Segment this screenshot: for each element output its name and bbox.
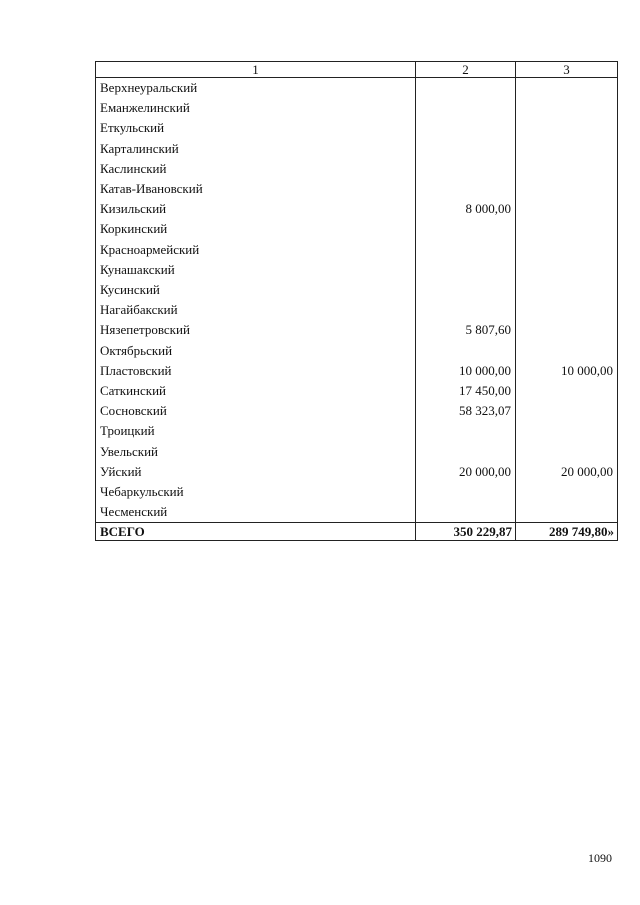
value-col-3 <box>516 240 618 260</box>
table-row <box>96 482 618 502</box>
value-col-2 <box>416 502 516 523</box>
district-name: Каслинский <box>96 159 416 179</box>
value-col-3 <box>516 381 618 401</box>
value-col-2: 20 000,00 <box>416 462 516 482</box>
district-name: Еткульский <box>96 118 416 138</box>
value-col-3 <box>516 482 618 502</box>
total-col-3: 289 749,80» <box>516 523 618 541</box>
district-name: Верхнеуральский <box>96 78 416 99</box>
table-row <box>96 320 618 340</box>
district-name: Октябрьский <box>96 341 416 361</box>
table-row <box>96 118 618 138</box>
table-row <box>96 139 618 159</box>
table-row <box>96 159 618 179</box>
value-col-2: 10 000,00 <box>416 361 516 381</box>
district-name: Сосновский <box>96 401 416 421</box>
value-col-3 <box>516 341 618 361</box>
value-col-3: 10 000,00 <box>516 361 618 381</box>
value-col-3 <box>516 442 618 462</box>
table-row <box>96 361 618 381</box>
district-name: Пластовский <box>96 361 416 381</box>
table-row <box>96 280 618 300</box>
value-col-2: 17 450,00 <box>416 381 516 401</box>
value-col-2 <box>416 240 516 260</box>
table-row <box>96 341 618 361</box>
district-name: Кизильский <box>96 199 416 219</box>
value-col-2 <box>416 179 516 199</box>
table-row <box>96 462 618 482</box>
value-col-3 <box>516 159 618 179</box>
value-col-2: 5 807,60 <box>416 320 516 340</box>
table-body <box>96 78 618 523</box>
value-col-3 <box>516 118 618 138</box>
table-row <box>96 179 618 199</box>
table-row <box>96 98 618 118</box>
table-row <box>96 300 618 320</box>
header-row <box>96 62 618 78</box>
table-row <box>96 442 618 462</box>
value-col-2 <box>416 139 516 159</box>
table-row <box>96 401 618 421</box>
district-name: Коркинский <box>96 219 416 239</box>
value-col-2 <box>416 300 516 320</box>
total-label: ВСЕГО <box>96 523 416 541</box>
value-col-3 <box>516 139 618 159</box>
value-col-3 <box>516 199 618 219</box>
value-col-3: 20 000,00 <box>516 462 618 482</box>
value-col-2: 8 000,00 <box>416 199 516 219</box>
value-col-2 <box>416 280 516 300</box>
page-number: 1090 <box>588 851 612 865</box>
header-col-2: 2 <box>416 62 516 78</box>
table-row <box>96 260 618 280</box>
table-row <box>96 199 618 219</box>
table-row <box>96 381 618 401</box>
value-col-3 <box>516 280 618 300</box>
district-name: Катав-Ивановский <box>96 179 416 199</box>
value-col-3 <box>516 421 618 441</box>
header-col-1: 1 <box>96 62 416 78</box>
district-name: Чебаркульский <box>96 482 416 502</box>
district-name: Красноармейский <box>96 240 416 260</box>
value-col-2 <box>416 421 516 441</box>
total-col-2: 350 229,87 <box>416 523 516 541</box>
value-col-3 <box>516 320 618 340</box>
value-col-3 <box>516 179 618 199</box>
value-col-2 <box>416 482 516 502</box>
value-col-3 <box>516 300 618 320</box>
value-col-2 <box>416 341 516 361</box>
table-row <box>96 240 618 260</box>
district-name: Кунашакский <box>96 260 416 280</box>
value-col-2 <box>416 219 516 239</box>
district-name: Троицкий <box>96 421 416 441</box>
value-col-2: 58 323,07 <box>416 401 516 421</box>
table-row <box>96 421 618 441</box>
district-name: Увельский <box>96 442 416 462</box>
value-col-2 <box>416 98 516 118</box>
district-name: Уйский <box>96 462 416 482</box>
total-row <box>96 523 618 541</box>
table-row <box>96 78 618 99</box>
value-col-2 <box>416 159 516 179</box>
value-col-3 <box>516 98 618 118</box>
district-name: Чесменский <box>96 502 416 523</box>
district-name: Карталинский <box>96 139 416 159</box>
data-table <box>95 61 618 541</box>
value-col-3 <box>516 401 618 421</box>
district-name: Кусинский <box>96 280 416 300</box>
header-col-3: 3 <box>516 62 618 78</box>
value-col-2 <box>416 442 516 462</box>
value-col-2 <box>416 260 516 280</box>
district-name: Еманжелинский <box>96 98 416 118</box>
value-col-2 <box>416 118 516 138</box>
district-name: Саткинский <box>96 381 416 401</box>
value-col-3 <box>516 219 618 239</box>
value-col-3 <box>516 78 618 99</box>
value-col-3 <box>516 502 618 523</box>
table-row <box>96 219 618 239</box>
value-col-3 <box>516 260 618 280</box>
district-name: Нагайбакский <box>96 300 416 320</box>
value-col-2 <box>416 78 516 99</box>
table-row <box>96 502 618 523</box>
district-name: Нязепетровский <box>96 320 416 340</box>
